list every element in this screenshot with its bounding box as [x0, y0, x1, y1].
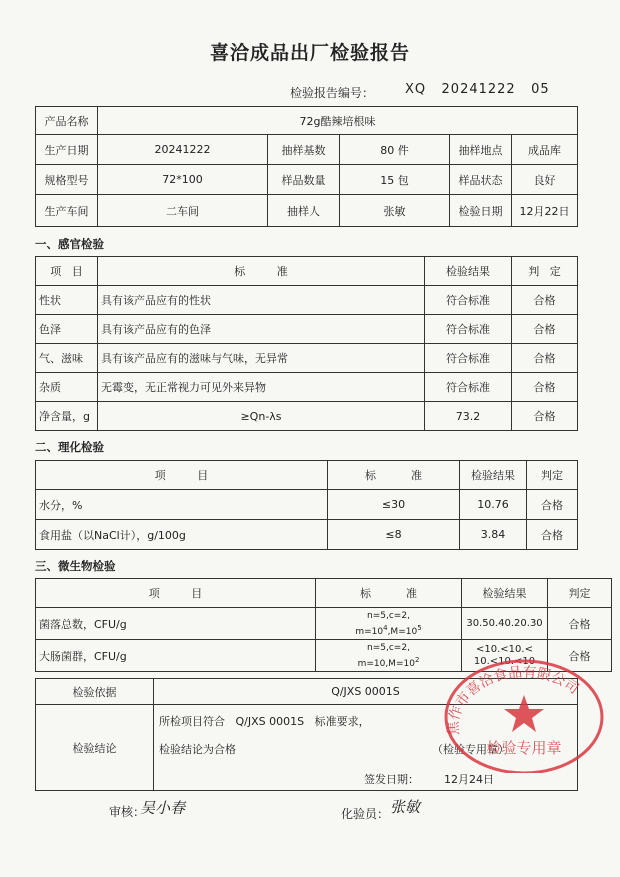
- product-info-table: [35, 106, 578, 227]
- result-cell: 30.50.40.20.30: [462, 608, 548, 640]
- result-cell: 3.84: [460, 520, 527, 550]
- seal-star-icon: [504, 695, 544, 732]
- result-cell: 符合标准: [425, 315, 512, 344]
- sampler: 张敏: [340, 195, 450, 227]
- verdict-cell: 合格: [512, 286, 578, 315]
- standard-cell: [316, 608, 462, 640]
- verdict-cell: 合格: [527, 520, 578, 550]
- table-header: 项 目: [36, 257, 98, 286]
- table-header: 标 准: [328, 461, 460, 490]
- sample-qty: 15 包: [340, 165, 450, 195]
- standard-cell: 具有该产品应有的性状: [98, 286, 425, 315]
- sample-place: 成品库: [512, 135, 578, 165]
- item-cell: 气、滋味: [36, 344, 98, 373]
- verdict-cell: 合格: [548, 608, 612, 640]
- reviewer-label: 审核：: [109, 805, 146, 819]
- result-cell: 符合标准: [425, 344, 512, 373]
- inspect-date: 12月22日: [512, 195, 578, 227]
- spec: 72*100: [98, 165, 268, 195]
- standard-cell: ≤8: [328, 520, 460, 550]
- seal-center-text: 检验专用章: [486, 739, 562, 757]
- standard-line: $m=10^4,M=10^5$: [355, 623, 422, 637]
- table-header: 检验结果: [460, 461, 527, 490]
- standard-cell: 具有该产品应有的滋味与气味，无异常: [98, 344, 425, 373]
- item-cell: 水分，%: [36, 490, 328, 520]
- item-cell: 大肠菌群，CFU/g: [36, 640, 316, 672]
- result-cell: 10.76: [460, 490, 527, 520]
- company-seal-stamp: [438, 655, 608, 773]
- standard-line: n=5,c=2,: [367, 610, 410, 621]
- table-row: [36, 520, 578, 550]
- standard-line: n=5,c=2,: [367, 642, 410, 653]
- item-cell: 净含量，g: [36, 402, 98, 431]
- workshop: 二车间: [98, 195, 268, 227]
- standard-cell: 具有该产品应有的色泽: [98, 315, 425, 344]
- item-cell: 菌落总数，CFU/g: [36, 608, 316, 640]
- table-row: [36, 402, 578, 431]
- table-row: [36, 490, 578, 520]
- verdict-cell: 合格: [527, 490, 578, 520]
- basis-label: 检验依据: [36, 679, 154, 705]
- conclusion-line2: 检验结论为合格: [159, 743, 236, 756]
- basis-value: Q/JXS 0001S: [154, 679, 578, 705]
- sensory-table: [35, 256, 578, 431]
- table-row: [36, 344, 578, 373]
- report-number-label: 检验报告编号：: [290, 86, 375, 100]
- table-row: [36, 608, 612, 640]
- report-title: 喜洽成品出厂检验报告: [209, 42, 410, 64]
- prod-date-label: 生产日期: [36, 135, 98, 165]
- micro-section-title: 三、微生物检验: [35, 559, 116, 573]
- table-row: [36, 286, 578, 315]
- standard-cell: ≤30: [328, 490, 460, 520]
- table-header: 检验结果: [462, 579, 548, 608]
- table-header: 判 定: [512, 257, 578, 286]
- seal-arc-text: 焦作市喜洽食品有限公司: [445, 664, 582, 736]
- item-cell: 食用盐（以NaCl计），g/100g: [36, 520, 328, 550]
- sample-state-label: 样品状态: [450, 165, 512, 195]
- workshop-label: 生产车间: [36, 195, 98, 227]
- report-number-value: XQ 20241222 05: [405, 82, 550, 97]
- result-cell: 符合标准: [425, 373, 512, 402]
- table-header: 项 目: [36, 461, 328, 490]
- standard-cell: 无霉变，无正常视力可见外来异物: [98, 373, 425, 402]
- sample-qty-label: 样品数量: [268, 165, 340, 195]
- table-header: 标 准: [98, 257, 425, 286]
- prod-date: 20241222: [98, 135, 268, 165]
- item-cell: 杂质: [36, 373, 98, 402]
- conclusion-label: 检验结论: [36, 705, 154, 791]
- result-cell: 73.2: [425, 402, 512, 431]
- table-row: [36, 315, 578, 344]
- product-name: 72g酷辣培根味: [98, 107, 578, 135]
- verdict-cell: 合格: [512, 344, 578, 373]
- standard-cell: ≥Qn-λs: [98, 402, 425, 431]
- table-header: 判定: [548, 579, 612, 608]
- sample-state: 良好: [512, 165, 578, 195]
- sensory-section-title: 一、感官检验: [35, 237, 104, 251]
- sampler-label: 抽样人: [268, 195, 340, 227]
- spec-label: 规格型号: [36, 165, 98, 195]
- result-cell: 符合标准: [425, 286, 512, 315]
- item-cell: 性状: [36, 286, 98, 315]
- table-header: 标 准: [316, 579, 462, 608]
- result-line: <10.<10.<: [476, 643, 533, 655]
- standard-line: $m=10,M=10^2$: [357, 655, 420, 669]
- sample-base-label: 抽样基数: [268, 135, 340, 165]
- verdict-cell: 合格: [512, 402, 578, 431]
- verdict-cell: 合格: [512, 315, 578, 344]
- reviewer-signature: 吴小春: [140, 799, 186, 817]
- chemist-signature: 张敏: [390, 798, 421, 816]
- product-name-label: 产品名称: [36, 107, 98, 135]
- verdict-cell: 合格: [512, 373, 578, 402]
- physchem-table: [35, 460, 578, 550]
- table-row: [36, 373, 578, 402]
- table-header: 检验结果: [425, 257, 512, 286]
- conclusion-line1: 所检项目符合 Q/JXS 0001S 标准要求，: [159, 715, 370, 728]
- table-header: 项 目: [36, 579, 316, 608]
- sample-base: 80 件: [340, 135, 450, 165]
- verdict-cell: 合格: [548, 640, 612, 672]
- table-header: 判定: [527, 461, 578, 490]
- physchem-section-title: 二、理化检验: [35, 440, 104, 454]
- sample-place-label: 抽样地点: [450, 135, 512, 165]
- result-line: 10.<10.<10: [473, 655, 536, 667]
- chemist-label: 化验员：: [341, 807, 390, 821]
- inspect-date-label: 检验日期: [450, 195, 512, 227]
- issue-date-label: 签发日期：: [364, 773, 419, 786]
- issue-date: 12月24日: [444, 773, 494, 786]
- item-cell: 色泽: [36, 315, 98, 344]
- stamp-note: （检验专用章）: [432, 743, 509, 756]
